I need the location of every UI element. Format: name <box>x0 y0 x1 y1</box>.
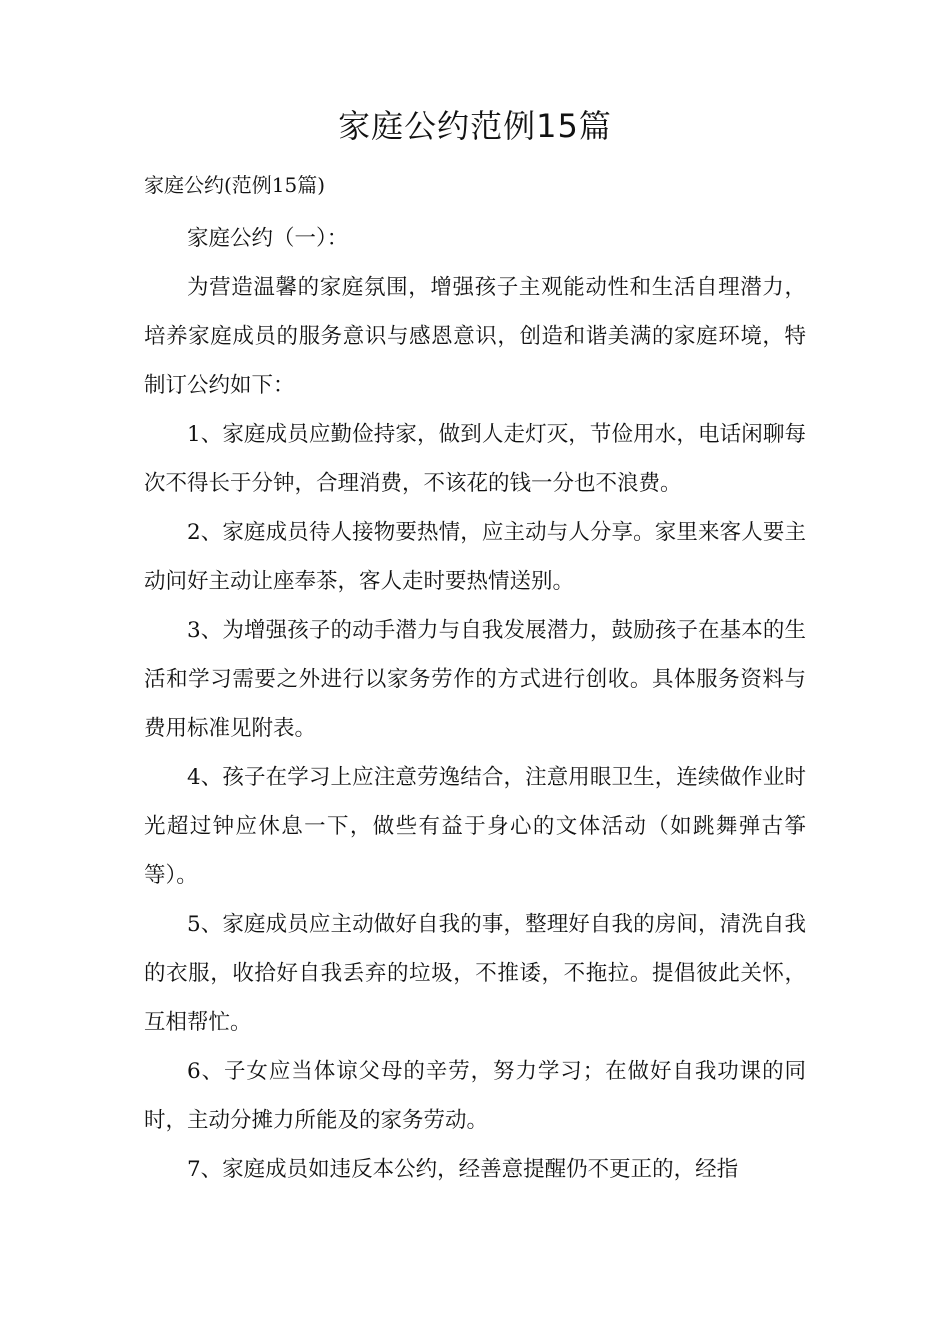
paragraph-rule-4: 4、孩子在学习上应注意劳逸结合，注意用眼卫生，连续做作业时光超过钟应休息一下，做些有益于身心的文体活动（如跳舞弹古筝等）。 <box>144 765 806 888</box>
section-heading: 家庭公约（一）： <box>187 226 349 251</box>
document-subtitle: 家庭公约(范例15篇) <box>144 173 326 197</box>
paragraph-rule-1: 1、家庭成员应勤俭持家，做到人走灯灭，节俭用水，电话闲聊每次不得长于分钟，合理消费，不该花的钱一分也不浪费。 <box>144 422 806 496</box>
paragraph-rule-5: 5、家庭成员应主动做好自我的事，整理好自我的房间，清洗自我的衣服，收拾好自我丢弃的垃圾，不推诿，不拖拉。提倡彼此关怀，互相帮忙。 <box>144 912 806 1035</box>
paragraph-rule-7: 7、家庭成员如违反本公约，经善意提醒仍不更正的，经指 <box>187 1157 739 1182</box>
paragraph-intro: 为营造温馨的家庭氛围，增强孩子主观能动性和生活自理潜力，培养家庭成员的服务意识与感恩意识，创造和谐美满的家庭环境，特制订公约如下： <box>144 275 806 398</box>
document-body <box>144 214 806 1194</box>
paragraph-rule-6: 6、子女应当体谅父母的辛劳，努力学习；在做好自我功课的同时，主动分摊力所能及的家务劳动。 <box>144 1059 806 1133</box>
document-title: 家庭公约范例15篇 <box>338 107 612 145</box>
paragraph-rule-3: 3、为增强孩子的动手潜力与自我发展潜力，鼓励孩子在基本的生活和学习需要之外进行以家务劳作的方式进行创收。具体服务资料与费用标准见附表。 <box>144 618 806 741</box>
paragraph-rule-2: 2、家庭成员待人接物要热情，应主动与人分享。家里来客人要主动问好主动让座奉茶，客人走时要热情送别。 <box>144 520 806 594</box>
